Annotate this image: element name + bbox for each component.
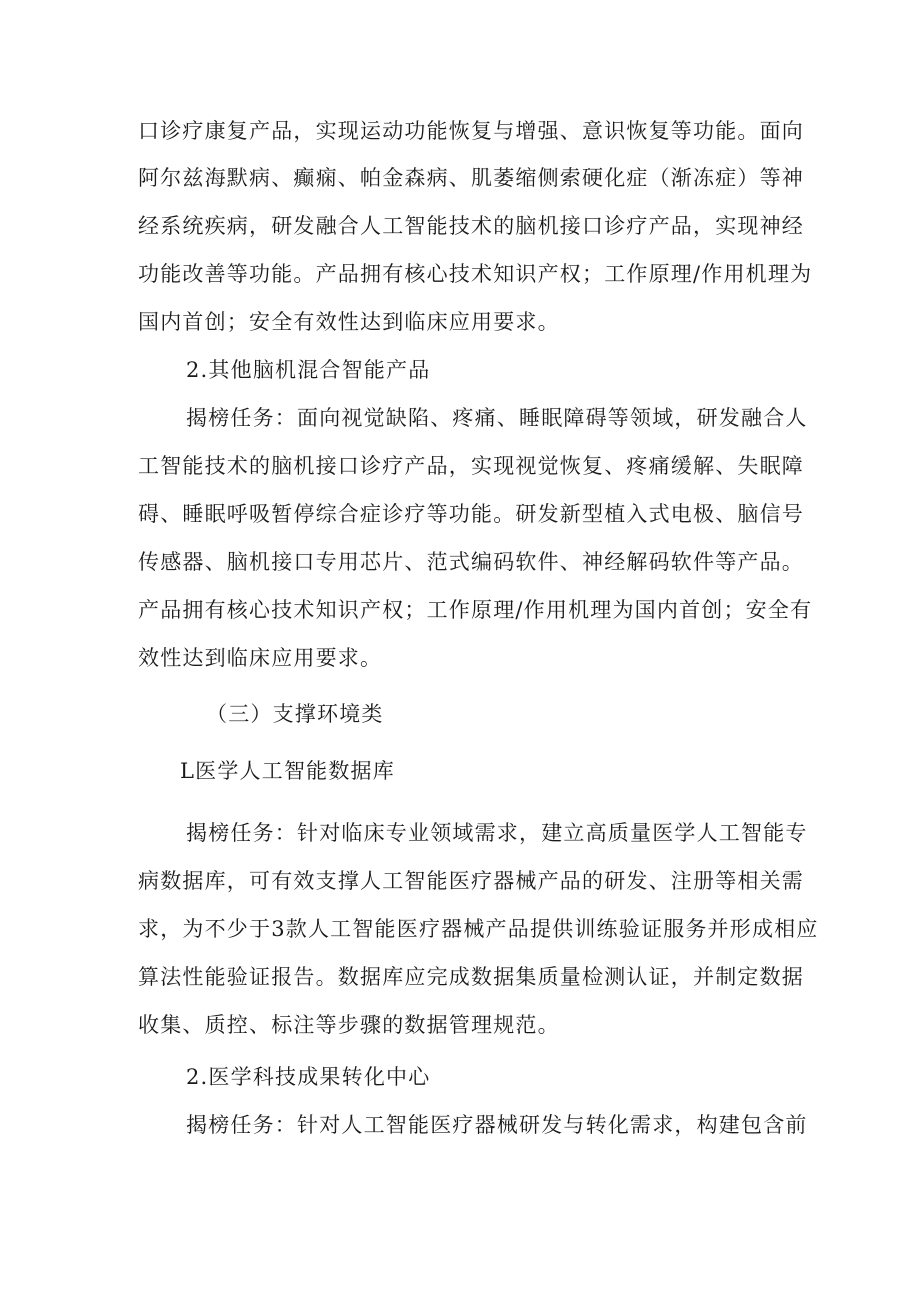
section-heading: （三）支撑环境类 <box>206 702 384 726</box>
paragraph-line: 算法性能验证报告。数据库应完成数据集质量检测认证，并制定数据 <box>138 965 804 989</box>
paragraph-line: 求，为不少于3款人工智能医疗器械产品提供训练验证服务并形成相应 <box>138 917 819 941</box>
paragraph-line: 口诊疗康复产品，实现运动功能恢复与增强、意识恢复等功能。面向 <box>138 119 804 143</box>
paragraph-line: 工智能技术的脑机接口诊疗产品，实现视觉恢复、疼痛缓解、失眠障 <box>138 454 804 478</box>
paragraph-line: 传感器、脑机接口专用芯片、范式编码软件、神经解码软件等产品。 <box>138 550 804 574</box>
paragraph-line: 收集、质控、标注等步骤的数据管理规范。 <box>138 1013 560 1037</box>
paragraph-line: 碍、睡眠呼吸暂停综合症诊疗等功能。研发新型植入式电极、脑信号 <box>138 502 804 526</box>
paragraph-line: 阿尔兹海默病、癫痫、帕金森病、肌萎缩侧索硬化症（渐冻症）等神 <box>138 166 804 190</box>
item-heading: 2.医学科技成果转化中心 <box>186 1065 431 1089</box>
item-heading: L医学人工智能数据库 <box>180 759 395 783</box>
paragraph-line: 国内首创；安全有效性达到临床应用要求。 <box>138 310 560 334</box>
paragraph-line: 经系统疾病，研发融合人工智能技术的脑机接口诊疗产品，实现神经 <box>138 214 804 238</box>
paragraph-line: 效性达到临床应用要求。 <box>138 646 383 670</box>
paragraph-line: 揭榜任务：针对临床专业领域需求，建立高质量医学人工智能专 <box>186 821 808 845</box>
paragraph-line: 揭榜任务：面向视觉缺陷、疼痛、睡眠障碍等领域，研发融合人 <box>186 406 808 430</box>
item-heading: 2.其他脑机混合智能产品 <box>186 358 431 382</box>
paragraph-line: 病数据库，可有效支撑人工智能医疗器械产品的研发、注册等相关需 <box>138 869 804 893</box>
paragraph-line: 功能改善等功能。产品拥有核心技术知识产权；工作原理/作用机理为 <box>138 262 813 286</box>
paragraph-line: 产品拥有核心技术知识产权；工作原理/作用机理为国内首创；安全有 <box>138 598 813 622</box>
paragraph-line: 揭榜任务：针对人工智能医疗器械研发与转化需求，构建包含前 <box>186 1113 808 1137</box>
